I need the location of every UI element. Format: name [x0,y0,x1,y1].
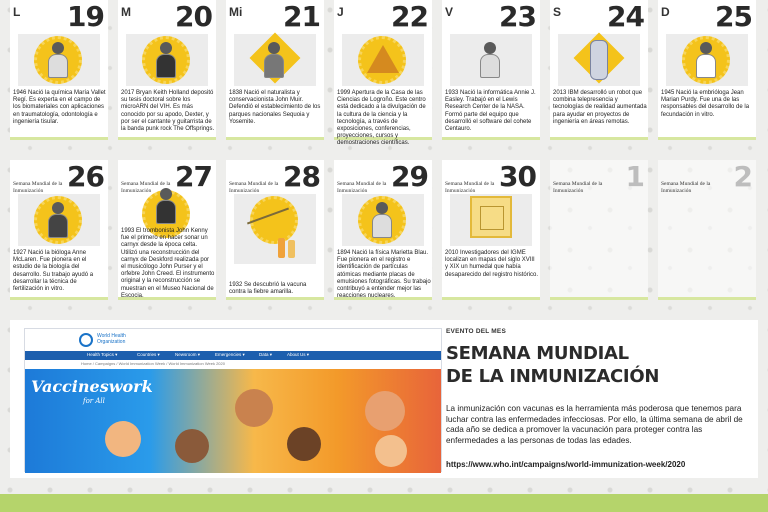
weekday-label: V [445,5,454,19]
who-org-name: World Health Organization [97,333,126,345]
day-number: 22 [391,0,428,33]
day-description: 2017 Bryan Keith Holland depositó su tesis doctoral sobre los microARN del VIH. Es más conocido por su apodo, Dexter, y por ser el cantante y guitarrista de la banda punk rock The Offsprings. [121,90,215,133]
day-number: 23 [499,0,536,33]
footer-bar [0,494,768,512]
day-cell-24 [550,0,648,140]
child-face-icon [235,389,273,427]
day-description: 1999 Apertura de la Casa de las Ciencias de Logroño. Este centro está dedicado a la divulgación de la cultura de la ciencia y la tecnología, a través de exposiciones, conferencias, proyecciones, cursos y demostraciones científicas. [337,90,426,147]
person-icon [46,202,70,238]
day-number: 29 [391,160,428,193]
weekday-label: D [661,5,670,19]
event-tag: Semana Mundial de la Inmunización [13,181,63,194]
vaccine-vial-icon [288,240,295,258]
day-description: 1946 Nació la química María Vallet Regí. Es experta en el campo de los biomateriales con aplicaciones en traumatología, odontología e ingeniería tisular. [13,90,106,125]
who-nav-item[interactable]: Data ▾ [259,352,273,357]
who-nav-item[interactable]: Newsroom ▾ [175,352,201,357]
person-icon [262,42,286,78]
day-description: 1838 Nació el naturalista y conservacionista John Muir. Defendió el establecimiento de los parques nacionales Sequoia y Yosemite. [229,90,321,125]
person-icon [154,42,178,78]
day-description: 1933 Nació la informática Annie J. Easley. Trabajó en el Lewis Research Center de la NASA. Formó parte del equipo que desarrolló el software del cohete Centauro. [445,90,536,133]
weekday-label: M [121,5,131,19]
day-number: 20 [175,0,212,33]
event-tag: Semana Mundial de la Inmunización [553,181,603,194]
who-header [25,329,441,351]
pyramid-building-icon [367,45,399,73]
day-number: 19 [67,0,104,33]
day-cell-29 [334,160,432,300]
day-number: 1 [625,160,644,193]
child-face-icon [175,429,209,463]
calendar-week-2 [10,160,758,300]
event-tag: Semana Mundial de la Inmunización [121,181,171,194]
day-number: 24 [607,0,644,33]
event-description: La inmunización con vacunas es la herramienta más poderosa que tenemos para luchar contra las enfermedades infecciosas. Por ello, la última semana de abril de cada año se dedica a promover la vacunación para proteger contra las enfermedades a las personas de todas las edades. [446,404,743,445]
event-link[interactable]: https://www.who.int/campaigns/world-immunization-week/2020 [446,460,686,469]
day-description: 1927 Nació la bióloga Anne McLaren. Fue pionera en el estudio de la biología del desarrollo. Su trabajo ayudó a desarrollar la técnica de fertilización in vitro. [13,250,94,293]
weekday-label: Mi [229,5,243,19]
day-number: 27 [175,160,212,193]
day-cell-28 [226,160,324,300]
person-icon [370,202,394,238]
person-icon [694,42,718,78]
who-nav-item[interactable]: Health Topics ▾ [87,352,118,357]
who-nav-item[interactable]: Countries ▾ [137,352,160,357]
event-tag: Semana Mundial de la Inmunización [661,181,711,194]
who-campaign-banner [25,369,441,473]
day-number: 30 [499,160,536,193]
day-cell-25 [658,0,756,140]
day-cell-22 [334,0,432,147]
banner-title: Vaccineswork [31,377,153,396]
day-number: 28 [283,160,320,193]
weekday-label: L [13,5,21,19]
day-cell-26 [10,160,108,300]
day-description: 2010 Investigadores del IGME localizan en mapas del siglo XVIII y XIX un humedal que había desaparecido del registro histórico. [445,250,539,278]
weekday-label: S [553,5,562,19]
day-number: 21 [283,0,320,33]
event-tag: Semana Mundial de la Inmunización [445,181,495,194]
weekday-label: J [337,5,344,19]
event-of-month-label: EVENTO DEL MES [446,328,506,335]
who-nav-item[interactable]: About Us ▾ [287,352,310,357]
day-cell-21 [226,0,324,140]
event-tag: Semana Mundial de la Inmunización [229,181,279,194]
who-breadcrumb: Home / Campaigns / World Immunization Week / World Immunization Week 2020 [81,361,225,366]
child-face-icon [365,391,405,431]
day-description: 2013 IBM desarrolló un robot que combina telepresencia y tecnologías de realidad aumentada para ayudar en proyectos de ingeniería en áreas remotas. [553,90,647,125]
day-cell-2 [658,160,756,300]
child-face-icon [375,435,407,467]
robot-icon [590,40,608,80]
calendar-week-1 [10,0,758,147]
day-number: 25 [715,0,752,33]
day-description: 1993 El trombonista John Kenny fue el primero en hacer sonar un carnyx desde la época celta. Utilizó una reconstrucción del carnyx de Deskford realizada por el musicólogo John Purser y el orfebre John Creed. El instrumento original y la reconstrucción se muestran en el Museo Nacional de Escocia. [121,228,215,299]
day-number: 26 [67,160,104,193]
day-cell-19 [10,0,108,140]
event-title-line: SEMANA MUNDIAL [446,343,629,364]
day-number: 2 [733,160,752,193]
map-icon [470,196,512,238]
child-face-icon [105,421,141,457]
who-website-screenshot [24,328,442,472]
event-title [446,342,746,388]
day-description: 1932 Se descubrió la vacuna contra la fiebre amarilla. [229,282,307,296]
banner-subtitle: for All [83,397,105,405]
day-cell-27 [118,160,216,300]
person-icon [478,42,502,78]
child-face-icon [287,427,321,461]
calendar-grid [10,0,758,300]
person-icon [46,42,70,78]
day-description: 1945 Nació la embrióloga Jean Marian Purdy. Fue una de las responsables del desarrollo de la fecundación in vitro. [661,90,750,118]
event-panel [10,320,758,478]
event-tag: Semana Mundial de la Inmunización [337,181,387,194]
who-nav-item[interactable]: Emergencies ▾ [215,352,245,357]
vaccine-vial-icon [278,238,285,258]
day-cell-23 [442,0,540,140]
day-cell-20 [118,0,216,140]
who-nav-bar [25,351,441,360]
event-title-line: DE LA INMUNIZACIÓN [446,366,660,387]
trombonist-icon [154,188,178,224]
day-cell-30 [442,160,540,300]
day-cell-1 [550,160,648,300]
who-logo-icon [79,333,93,347]
day-description: 1894 Nació la física Marietta Blau. Fue pionera en el registro e identificación de partículas atómicas mediante placas de emulsiones fotográficas. Su trabajo contribuyó a entender mejor las reacciones nucleares. [337,250,431,300]
